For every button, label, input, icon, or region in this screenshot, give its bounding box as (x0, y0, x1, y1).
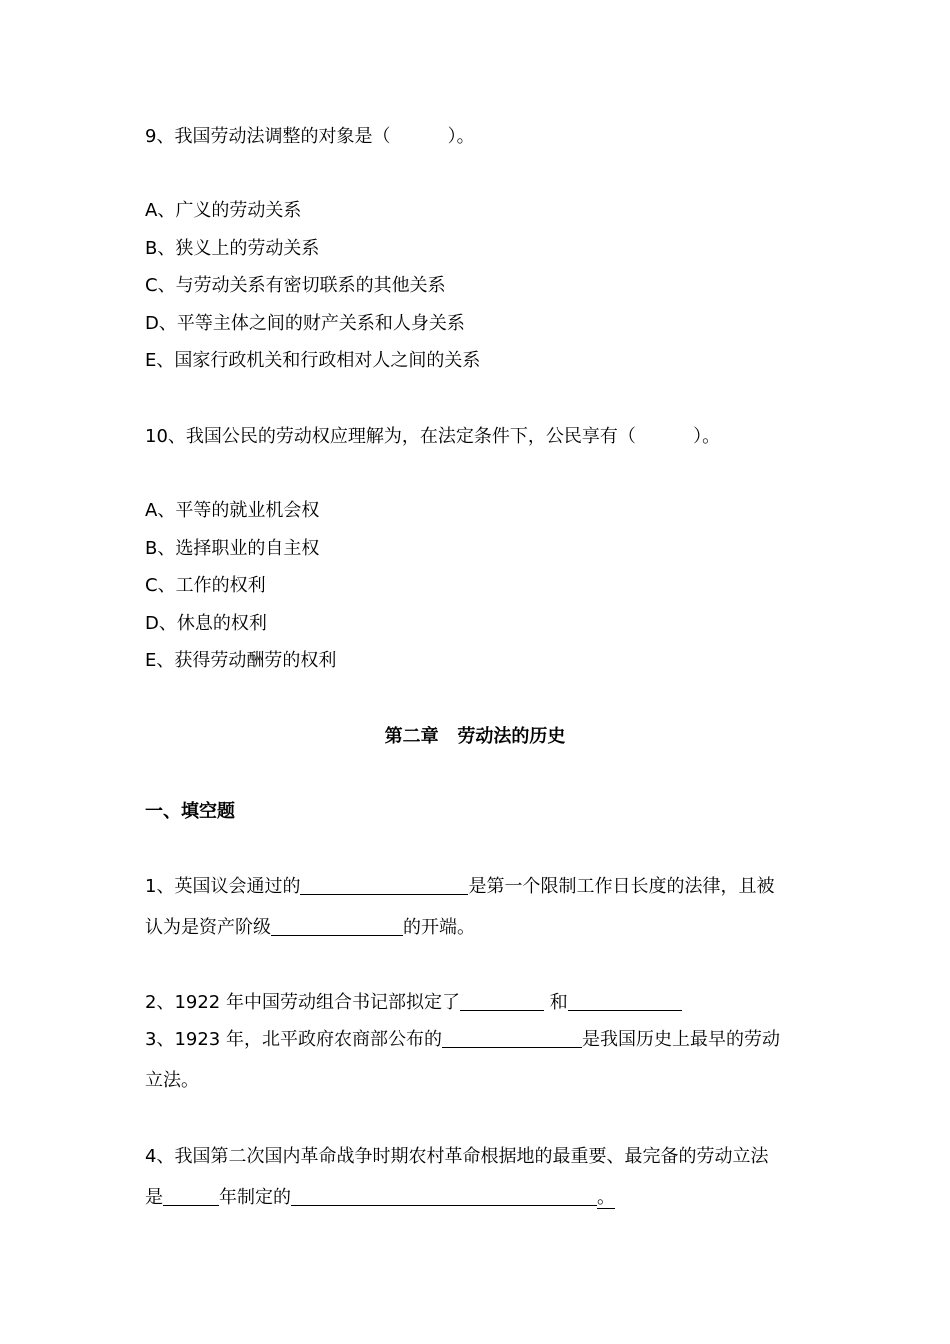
fill-question-1-line-1 (145, 876, 774, 898)
fill-q1-blank-1[interactable] (300, 876, 468, 895)
fill-q4-blank-1[interactable] (163, 1187, 219, 1206)
fill-q2-text-a: 2、1922 年中国劳动组合书记部拟定了 (145, 992, 460, 1013)
fill-q1-text-d: 的开端。 (403, 917, 475, 938)
q9-option-e: E、国家行政机关和行政相对人之间的关系 (145, 350, 481, 371)
fill-q4-blank-2[interactable] (291, 1187, 597, 1206)
fill-question-1-line-2 (145, 917, 475, 939)
fill-q2-blank-2[interactable] (568, 992, 682, 1011)
section-heading: 一、填空题 (145, 801, 235, 822)
fill-q3-text-a: 3、1923 年，北平政府农商部公布的 (145, 1029, 442, 1050)
q9-option-a: A、广义的劳动关系 (145, 200, 302, 221)
q9-option-b: B、狭义上的劳动关系 (145, 238, 320, 259)
q10-option-c: C、工作的权利 (145, 575, 266, 596)
fill-q1-text-b: 是第一个限制工作日长度的法律，且被 (468, 876, 775, 897)
fill-question-3-line-2: 立法。 (145, 1070, 199, 1091)
q10-option-a: A、平等的就业机会权 (145, 500, 320, 521)
fill-question-4-line-1: 4、我国第二次国内革命战争时期农村革命根据地的最重要、最完备的劳动立法 (145, 1146, 769, 1167)
fill-q1-text-c: 认为是资产阶级 (145, 917, 271, 938)
q10-option-b: B、选择职业的自主权 (145, 538, 320, 559)
fill-q3-blank-1[interactable] (442, 1029, 582, 1048)
fill-q4-text-c: 年制定的 (219, 1187, 291, 1208)
fill-q3-text-b: 是我国历史上最早的劳动 (581, 1029, 780, 1050)
fill-q4-text-d: 。 (597, 1187, 615, 1208)
question-9: 9、我国劳动法调整的对象是（ ）。 (145, 126, 475, 147)
q10-option-e: E、获得劳动酬劳的权利 (145, 650, 337, 671)
q9-option-c: C、与劳动关系有密切联系的其他关系 (145, 275, 446, 296)
fill-q4-text-b: 是 (145, 1187, 163, 1208)
fill-q2-text-b: 和 (543, 992, 568, 1013)
fill-q1-text-a: 1、英国议会通过的 (145, 876, 301, 897)
chapter-title: 第二章 劳动法的历史 (384, 726, 566, 747)
fill-question-2 (145, 992, 682, 1014)
q9-option-d: D、平等主体之间的财产关系和人身关系 (145, 313, 465, 334)
q10-option-d: D、休息的权利 (145, 613, 267, 634)
fill-q1-blank-2[interactable] (271, 917, 403, 936)
fill-question-4-line-2 (145, 1187, 615, 1209)
fill-q2-blank-1[interactable] (460, 992, 544, 1011)
question-10: 10、我国公民的劳动权应理解为，在法定条件下，公民享有（ ）。 (145, 426, 721, 447)
fill-question-3-line-1 (145, 1029, 780, 1051)
